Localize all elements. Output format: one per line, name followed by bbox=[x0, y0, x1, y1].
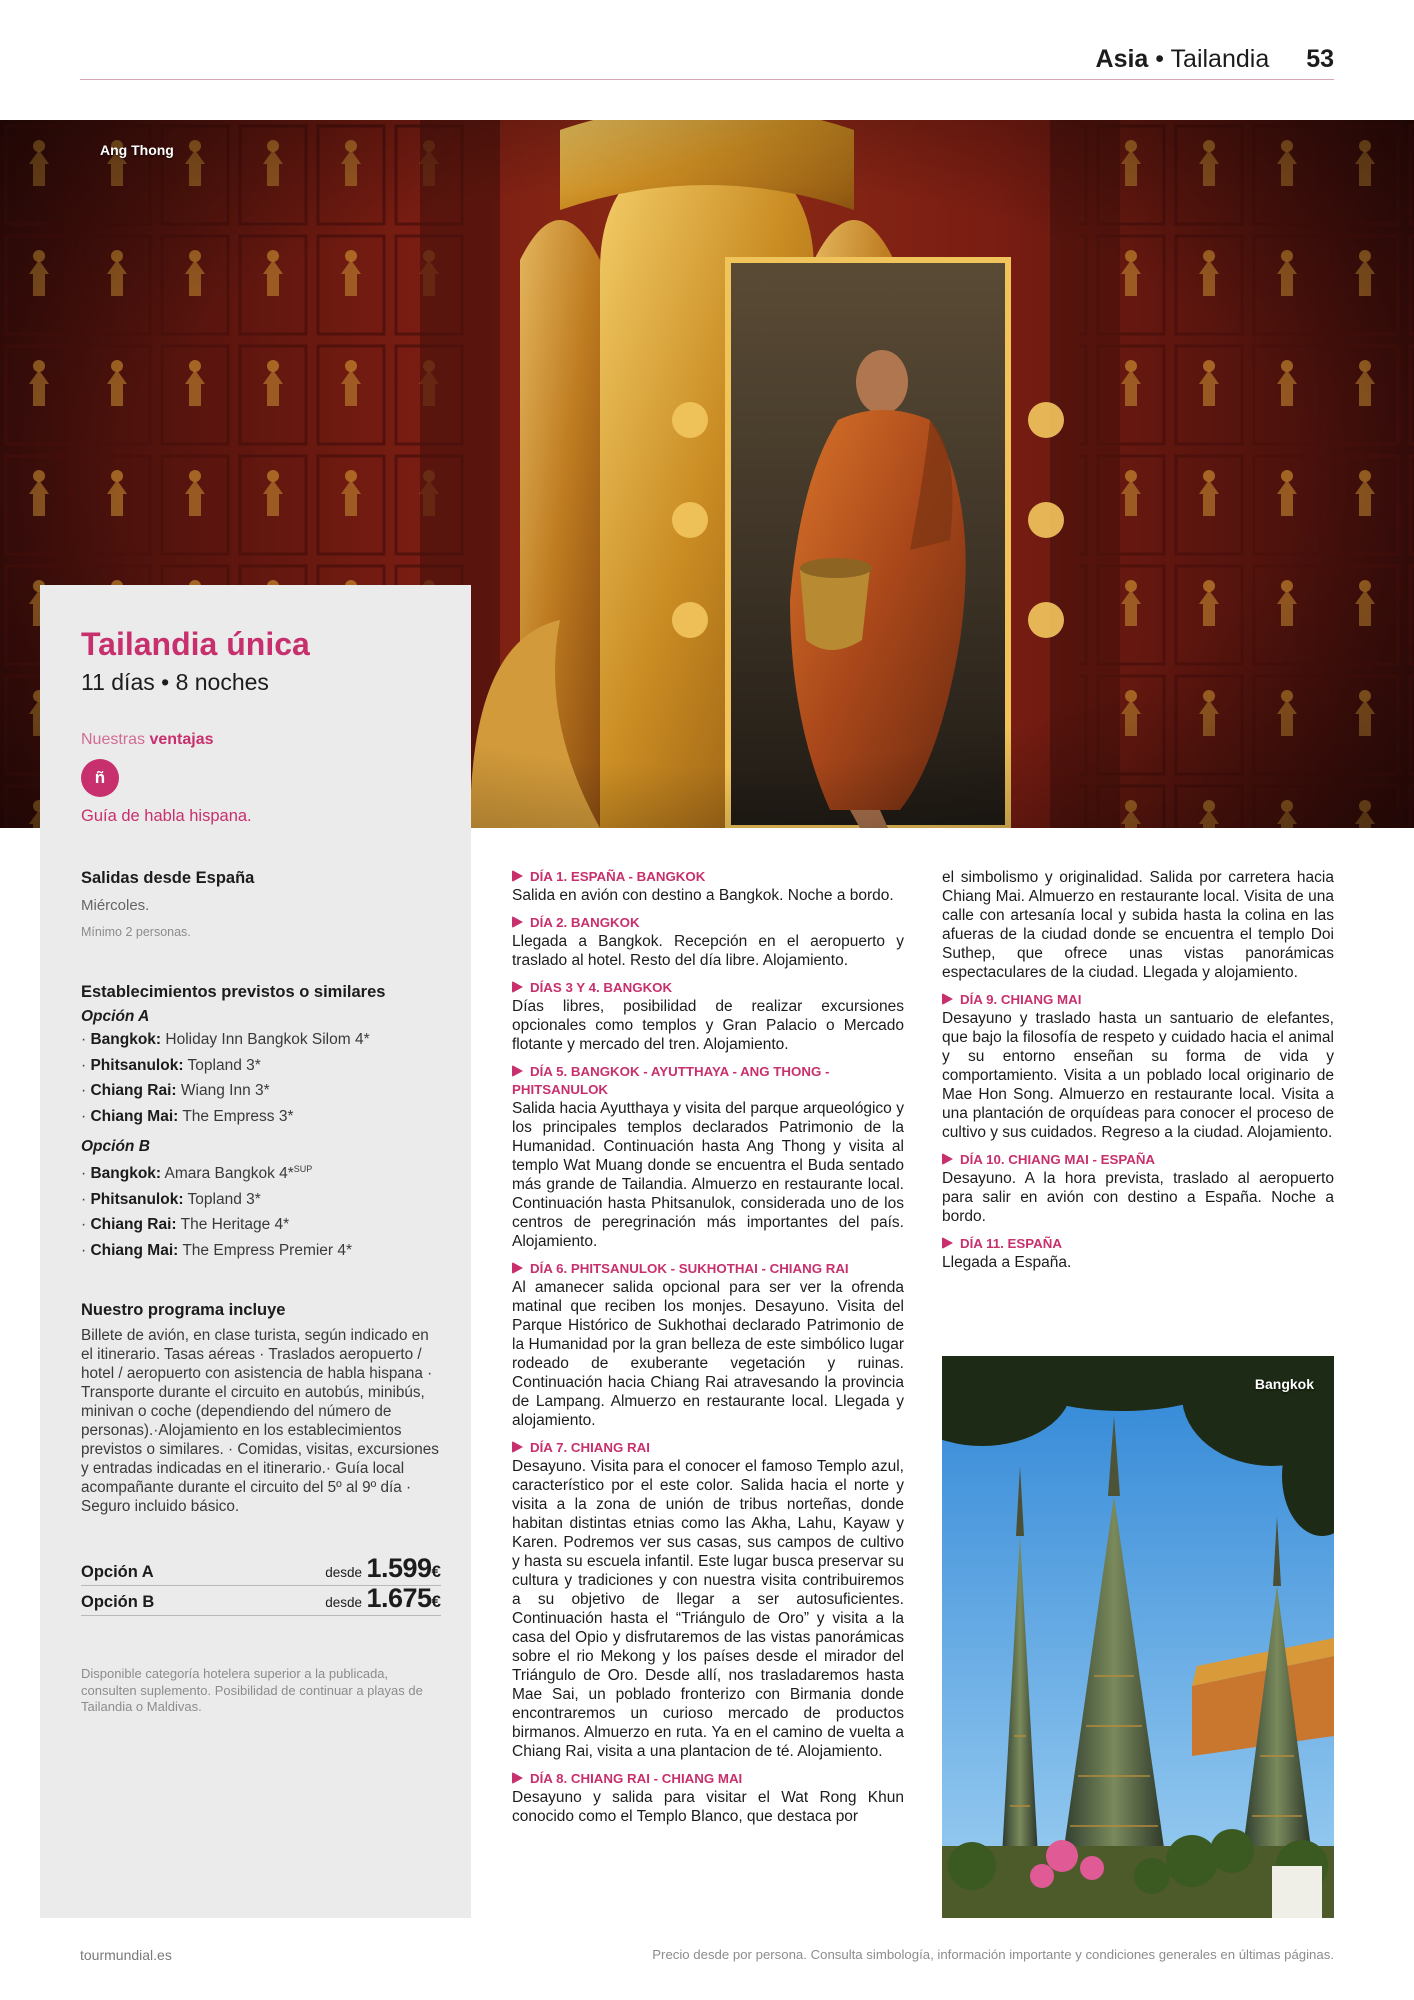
day-text-continued: el simbolismo y originalidad. Salida por carretera hacia Chiang Mai. Almuerzo en restaurante local. Visita de una calle con artesanía local y subida hasta la colina en las afueras de la ciudad donde se encuentra el templo Doi Suthep, que ofrece unas vistas panorámicas espectaculares de la ciudad. Llegada y alojamiento. bbox=[942, 869, 1334, 981]
trip-title: Tailandia única bbox=[81, 626, 310, 662]
header-country: Tailandia bbox=[1170, 45, 1270, 73]
day-title: DÍA 9. CHIANG MAI bbox=[942, 991, 1334, 1009]
option-b-label: Opción B bbox=[81, 1138, 150, 1155]
hotel-item: · Phitsanulok: Topland 3* bbox=[81, 1056, 261, 1074]
footer-website: tourmundial.es bbox=[80, 1947, 172, 1963]
hotel-item: · Phitsanulok: Topland 3* bbox=[81, 1190, 261, 1208]
page-number: 53 bbox=[1306, 45, 1334, 73]
hotel-item: · Bangkok: Holiday Inn Bangkok Silom 4* bbox=[81, 1031, 370, 1048]
day-title: DÍAS 3 Y 4. BANGKOK bbox=[512, 979, 904, 997]
header-separator: • bbox=[1155, 45, 1165, 73]
triangle-bullet-icon bbox=[942, 1237, 953, 1249]
hotel-item: · Chiang Rai: The Heritage 4* bbox=[81, 1216, 290, 1234]
day-text: Días libres, posibilidad de realizar excursiones opcionales como templos y Gran Palacio o Mercado flotante y mercado del tren. Alojamiento. bbox=[512, 998, 904, 1053]
price-table bbox=[81, 1553, 441, 1616]
triangle-bullet-icon bbox=[512, 916, 523, 928]
day-title: DÍA 5. BANGKOK - AYUTTHAYA - ANG THONG - PHITSANULOK bbox=[512, 1064, 830, 1097]
day-title: DÍA 11. ESPAÑA bbox=[942, 1235, 1334, 1253]
footer-disclaimer: Precio desde por persona. Consulta simbología, información importante y condiciones generales en últimas páginas. bbox=[652, 1947, 1334, 1962]
bangkok-temple-illustration bbox=[942, 1356, 1334, 1918]
day-text: Desayuno y salida para visitar el Wat Rong Khun conocido como el Templo Blanco, que destaca por bbox=[512, 1789, 904, 1825]
minimum-people: Mínimo 2 personas. bbox=[81, 925, 191, 939]
day-title: DÍA 1. ESPAÑA - BANGKOK bbox=[512, 868, 904, 886]
hotel-item: · Chiang Mai: The Empress 3* bbox=[81, 1107, 294, 1125]
bangkok-photo bbox=[942, 1356, 1334, 1918]
departures-day: Miércoles. bbox=[81, 897, 150, 914]
hotels-heading: Establecimientos previstos o similares bbox=[81, 983, 386, 1001]
advantages-label-bold: ventajas bbox=[149, 731, 214, 748]
day-text: Desayuno y traslado hasta un santuario de elefantes, que bajo la filosofía de respeto y cuidado hacia el animal y su entorno enseñan su forma de vida y comportamiento. Visita a un poblado local originario de Mae Hon Song. Almuerzo en restaurante local. Visita a una plantación de orquídeas para conocer el proceso de cultivo y sus cuidados. Regreso a la ciudad. Alojamiento. bbox=[942, 1010, 1334, 1141]
option-a-label: Opción A bbox=[81, 1008, 150, 1025]
triangle-bullet-icon bbox=[512, 981, 523, 993]
day-title: DÍA 8. CHIANG RAI - CHIANG MAI bbox=[512, 1770, 904, 1788]
day-title: DÍA 7. CHIANG RAI bbox=[512, 1439, 904, 1457]
hotel-item: · Chiang Rai: Wiang Inn 3* bbox=[81, 1082, 270, 1099]
day-title: DÍA 6. PHITSANULOK - SUKHOTHAI - CHIANG RAI bbox=[512, 1260, 904, 1278]
itinerary-column-2 bbox=[942, 868, 1334, 1272]
day-title: DÍA 10. CHIANG MAI - ESPAÑA bbox=[942, 1151, 1334, 1169]
day-text: Llegada a España. bbox=[942, 1254, 1072, 1271]
includes-heading: Nuestro programa incluye bbox=[81, 1301, 286, 1320]
day-text: Salida hacia Ayutthaya y visita del parque arqueológico y los principales templos declarados Patrimonio de la Humanidad. Continuación hasta Ang Thong y visita al templo Wat Muang donde se encuentra el Buda sentado más grande de Tailandia. Almuerzo en restaurante local. Continuación hasta Phitsanulok, considerada uno de los centros de peregrinación más importantes del país. Alojamiento. bbox=[512, 1100, 904, 1250]
includes-text: Billete de avión, en clase turista, según indicado en el itinerario. Tasas aéreas · Traslados aeropuerto / hotel / aeropuerto con asistencia de habla hispana · Transporte durante el circuito en autobús, minibús, minivan o coche (dependiendo del número de personas).·Alojamiento en los establecimientos previstos o similares. · Comidas, visitas, excursiones y entradas indicadas en el itinerario.· Guía local acompañante durante el circuito del 5º al 9º día · Seguro incluido básico. bbox=[81, 1327, 439, 1516]
day-title: DÍA 2. BANGKOK bbox=[512, 914, 904, 932]
hero-location-label: Ang Thong bbox=[100, 142, 174, 158]
hotel-item: · Chiang Mai: The Empress Premier 4* bbox=[81, 1241, 353, 1259]
triangle-bullet-icon bbox=[512, 870, 523, 882]
option-b-hotels bbox=[81, 1157, 441, 1263]
advantages-label bbox=[81, 731, 441, 749]
advantages-label-light: Nuestras bbox=[81, 731, 146, 748]
page-header bbox=[80, 44, 1334, 80]
hotel-item: · Bangkok: Amara Bangkok 4*$^{SUP}$ bbox=[81, 1164, 313, 1183]
triangle-bullet-icon bbox=[512, 1065, 523, 1077]
trip-duration: 11 días • 8 noches bbox=[81, 669, 269, 695]
departures-heading: Salidas desde España bbox=[81, 869, 255, 887]
triangle-bullet-icon bbox=[942, 993, 953, 1005]
trip-summary-panel bbox=[40, 585, 471, 1918]
day-text: Llegada a Bangkok. Recepción en el aeropuerto y traslado al hotel. Resto del día libre. Alojamiento. bbox=[512, 933, 904, 969]
day-text: Desayuno. A la hora prevista, traslado al aeropuerto para salir en avión con destino a España. Noche a bordo. bbox=[942, 1170, 1334, 1225]
price-row-option-a: Opción A desde 1.599€ bbox=[81, 1558, 441, 1586]
price-row-option-b: Opción B desde 1.675€ bbox=[81, 1588, 441, 1616]
option-a-hotels bbox=[81, 1027, 441, 1129]
triangle-bullet-icon bbox=[512, 1441, 523, 1453]
triangle-bullet-icon bbox=[512, 1262, 523, 1274]
itinerary-column-1 bbox=[512, 868, 904, 1826]
hotel-category-note: Disponible categoría hotelera superior a la publicada, consulten suplemento. Posibilidad de continuar a playas de Tailandia o Maldivas. bbox=[81, 1666, 423, 1715]
day-text: Desayuno. Visita para el conocer el famoso Templo azul, característico por el este color. Salida hacia el norte y visita a la zona de unión de tribus norteñas, donde habitan distintas etnias como las Akha, Lahu, Kayaw y Karen. Podremos ver sus casas, sus campos de cultivo y hasta su escuela infantil. Este lugar busca preservar su cultura y tradiciones y con nuestra visita contribuiremos a su objetivo de llegar a ser autosuficientes. Continuación hasta el “Triángulo de Oro” y visita a la casa del Opio y disfrutaremos de las vistas panorámicas sobre el rio Mekong y los países desde el mirador del Triángulo de Oro. Desde allí, nos trasladaremos hasta Mae Sai, un poblado fronterizo con Birmania donde encontraremos un curioso mercado de productos birmanos. Almuerzo en ruta. Ya en el camino de vuelta a Chiang Rai, visita a una plantacion de té. Alojamiento. bbox=[512, 1458, 905, 1760]
header-region: Asia bbox=[1095, 45, 1149, 73]
spanish-guide-icon: ñ bbox=[81, 759, 119, 797]
advantage-text: Guía de habla hispana. bbox=[81, 807, 252, 825]
triangle-bullet-icon bbox=[942, 1153, 953, 1165]
day-text: Salida en avión con destino a Bangkok. Noche a bordo. bbox=[512, 887, 894, 904]
day-text: Al amanecer salida opcional para ser ver la ofrenda matinal que reciben los monjes. Desayuno. Visita del Parque Histórico de Sukhothai declarado Patrimonio de la Humanidad por la gran belleza de este simbólico lugar rodeado de exuberante vegetación y ruinas. Continuación hacia Chiang Rai atravesando la provincia de Lampang. Almuerzo en restaurante local. Llegada y alojamiento. bbox=[512, 1279, 904, 1429]
header-breadcrumb bbox=[1096, 44, 1334, 74]
triangle-bullet-icon bbox=[512, 1772, 523, 1784]
bangkok-location-label: Bangkok bbox=[1254, 1376, 1314, 1392]
